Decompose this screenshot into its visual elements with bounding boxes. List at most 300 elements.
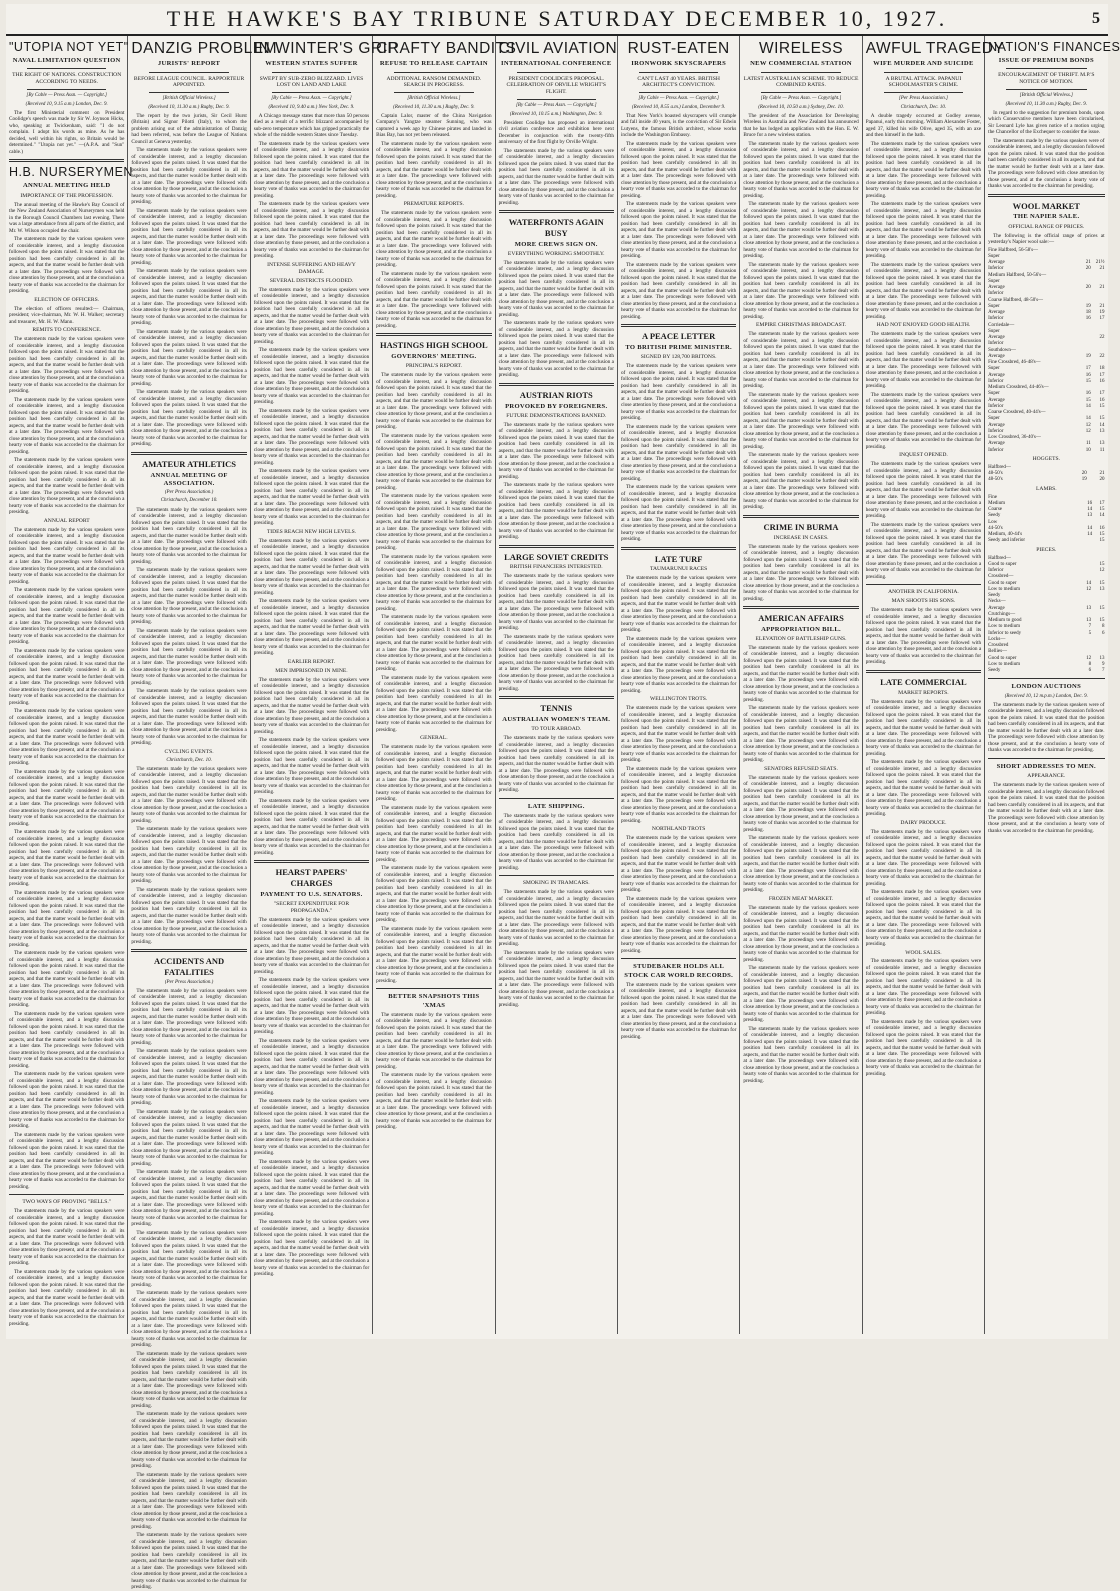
section-subhead: APPEARANCE.: [1027, 773, 1066, 780]
filler-paragraph: The statements made by the various speakers were of considerable interest, and a lengthy discussion followed upon the points raised. It was stated that the position had been carefully considered in all its aspects, and that the matter would be further dealt with at a later date. The proceedings were followed with close attention by those present, and at the conclusion a hearty vote of thanks was accorded to the chairman for presiding.: [253, 737, 370, 796]
price-value: 15: [1099, 538, 1105, 544]
price-value: 13: [1099, 586, 1105, 592]
credit-line: [Per Press Association.]: [898, 96, 948, 102]
grade-label: Super: [988, 366, 1000, 372]
filler-paragraph: The statements made by the various speakers were of considerable interest, and a lengthy discussion followed upon the points raised. It was stated that the position had been carefully considered in all its aspects, and that the matter would be further dealt with at a later date. The proceedings were followed with close attention by those present, and at the conclusion a hearty vote of thanks was accorded to the chairman for presiding.: [498, 573, 614, 632]
price-value: 22: [1099, 335, 1105, 341]
grade-label: Corriedale—: [988, 322, 1015, 328]
grade-label: Low Crossbred, 36-40's—: [988, 435, 1041, 441]
deck: THE RIGHT OF NATIONS. CONSTRUCTION ACCORDING TO NEEDS.: [12, 72, 122, 86]
filler-paragraph: The statements made by the various speakers were of considerable interest, and a lengthy discussion followed upon the points raised. It was stated that the position had been carefully considered in all its aspects, and that the matter would be further dealt with at a later date. The proceedings were followed with close attention by those present, and at the conclusion a hearty vote of thanks was accorded to the chairman for presiding.: [131, 826, 247, 885]
filler-paragraph: The statements made by the various speakers were of considerable interest, and a lengthy discussion followed upon the points raised. It was stated that the position had been carefully considered in all its aspects, and that the matter would be further dealt with at a later date. The proceedings were followed with close attention by those present, and at the conclusion a hearty vote of thanks was accorded to the chairman for presiding.: [9, 768, 125, 827]
grade-label: Average: [988, 422, 1005, 428]
grade-label: Super: [988, 391, 1000, 397]
filler-paragraph: The statements made by the various speakers were of considerable interest, and a lengthy discussion followed upon the points raised. It was stated that the position had been carefully considered in all its aspects, and that the matter would be further dealt with at a later date. The proceedings were followed with close attention by those present, and at the conclusion a hearty vote of thanks was accorded to the chairman for presiding.: [498, 812, 614, 871]
section-headline: CRIME IN BURMA: [763, 521, 839, 532]
filler-paragraph: The statements made by the various speakers were of considerable interest, and a lengthy discussion followed upon the points raised. It was stated that the position had been carefully considered in all its aspects, and that the matter would be further dealt with at a later date. The proceedings were followed with close attention by those present, and at the conclusion a hearty vote of thanks was accorded to the chairman for presiding.: [131, 268, 247, 327]
filler-paragraph: The statements made by the various speakers were of considerable interest, and a lengthy discussion followed upon the points raised. It was stated that the position had been carefully considered in all its aspects, and that the matter would be further dealt with at a later date. The proceedings were followed with close attention by those present, and at the conclusion a hearty vote of thanks was accorded to the chairman for presiding.: [620, 765, 737, 824]
filler-paragraph: The statements made by the various speakers were of considerable interest, and a lengthy discussion followed upon the points raised. It was stated that the position had been carefully considered in all its aspects, and that the matter would be further dealt with at a later date. The proceedings were followed with close attention by those present, and at the conclusion a hearty vote of thanks was accorded to the chairman for presiding.: [376, 210, 492, 269]
price-value: 6: [1102, 630, 1105, 636]
filler-paragraph: The statements made by the various speakers were of considerable interest, and a lengthy discussion followed upon the points raised. It was stated that the position had been carefully considered in all its aspects, and that the matter would be further dealt with at a later date. The proceedings were followed with close attention by those present, and at the conclusion a hearty vote of thanks was accorded to the chairman for presiding.: [253, 407, 370, 466]
filler-paragraph: The statements made by the various speakers were of considerable interest, and a lengthy discussion followed upon the points raised. It was stated that the position had been carefully considered in all its aspects, and that the matter would be further dealt with at a later date. The proceedings were followed with close attention by those present, and at the conclusion a hearty vote of thanks was accorded to the chairman for presiding.: [743, 644, 859, 703]
headline: WIRELESS: [758, 40, 844, 57]
headline: "UTOPIA NOT YET": [9, 40, 129, 54]
dateline: (Received 10, 10.50 a.m.) Sydney, Dec. 10.: [758, 104, 844, 110]
price-value: 9: [1102, 661, 1105, 667]
subheadline: INTERNATIONAL CONFERENCE: [500, 60, 612, 68]
section-deck: IMPORTANCE OF THE PROFESSION.: [20, 192, 114, 199]
headline: AWFUL TRAGEDY: [865, 40, 1005, 57]
section-headline: AMERICAN AFFAIRS: [758, 613, 844, 624]
grade-label: Low to medium: [988, 624, 1021, 630]
column-civil-aviation: [496, 36, 618, 1334]
grade-label: Super: [988, 303, 1000, 309]
filler-paragraph: The statements made by the various speakers were of considerable interest, and a lengthy discussion followed upon the points raised. It was stated that the position had been carefully considered in all its aspects, and that the matter would be further dealt with at a later date. The proceedings were followed with close attention by those present, and at the conclusion a hearty vote of thanks was accorded to the chairman for presiding.: [376, 140, 492, 199]
section-subhead: MAN SHOOTS HIS SONS.: [891, 598, 956, 605]
section-headline: ACCIDENTS AND FATALITIES: [154, 956, 225, 977]
dateline: Christchurch, Dec. 10.: [166, 757, 212, 763]
filler-paragraph: The statements made by the various speakers were of considerable interest, and a lengthy discussion followed upon the points raised. It was stated that the position had been carefully considered in all its aspects, and that the matter would be further dealt with at a later date. The proceedings were followed with close attention by those present, and at the conclusion a hearty vote of thanks was accorded to the chairman for presiding.: [620, 705, 737, 764]
grade-label: Super: [988, 416, 1000, 422]
price-value: 20: [1099, 477, 1105, 483]
grade-label: Necks—: [988, 599, 1006, 605]
price-value: 17: [1099, 500, 1105, 506]
filler-paragraph: The statements made by the various speakers were of considerable interest, and a lengthy discussion followed upon the points raised. It was stated that the position had been carefully considered in all its aspects, and that the matter would be further dealt with at a later date. The proceedings were followed with close attention by those present, and at the conclusion a hearty vote of thanks was accorded to the chairman for presiding.: [743, 965, 859, 1024]
filler-paragraph: The statements made by the various speakers were of considerable interest, and a lengthy discussion followed upon the points raised. It was stated that the position had been carefully considered in all its aspects, and that the matter would be further dealt with at a later date. The proceedings were followed with close attention by those present, and at the conclusion a hearty vote of thanks was accorded to the chairman for presiding.: [865, 521, 982, 580]
filler-paragraph: The statements made by the various speakers were of considerable interest, and a lengthy discussion followed upon the points raised. It was stated that the position had been carefully considered in all its aspects, and that the matter would be further dealt with at a later date. The proceedings were followed with close attention by those present, and at the conclusion a hearty vote of thanks was accorded to the chairman for presiding.: [376, 674, 492, 733]
filler-paragraph: The statements made by the various speakers were of considerable interest, and a lengthy discussion followed upon the points raised. It was stated that the position had been carefully considered in all its aspects, and that the matter would be further dealt with at a later date. The proceedings were followed with close attention by those present, and at the conclusion a hearty vote of thanks was accorded to the chairman for presiding.: [253, 676, 370, 735]
filler-paragraph: The statements made by the various speakers were of considerable interest, and a lengthy discussion followed upon the points raised. It was stated that the position had been carefully considered in all its aspects, and that the matter would be further dealt with at a later date. The proceedings were followed with close attention by those present, and at the conclusion a hearty vote of thanks was accorded to the chairman for presiding.: [376, 925, 492, 984]
hogget-price-table: [988, 465, 1104, 484]
article-text: A double tragedy occurred at Godley avenue, Papanui, early this morning. William Alexander Foster, aged 37, killed his wife Olive, aged 35, with an axe and then himself in the bath.: [865, 112, 982, 139]
section-deck: "SECRET EXPENDITURE FOR PROPAGANDA.": [273, 900, 350, 914]
price-value: 19: [1085, 353, 1091, 359]
section-subhead: HAD NOT ENJOYED GOOD HEALTH.: [876, 322, 971, 329]
filler-paragraph: The statements made by the various speakers were of considerable interest, and a lengthy discussion followed upon the points raised. It was stated that the position had been carefully considered in all its aspects, and that the matter would be further dealt with at a later date. The proceedings were followed with close attention by those present, and at the conclusion a hearty vote of thanks was accorded to the chairman for presiding.: [9, 1268, 125, 1327]
article-text: The election of officers resulted:— Chairman, president; vice-chairman, Mr. W. H. Walker; secretary and treasurer, Mr. H. W. Mann.: [9, 305, 125, 325]
grade-label: Inferior to seedy: [988, 630, 1022, 636]
filler-paragraph: The statements made by the various speakers were of considerable interest, and a lengthy discussion followed upon the points raised. It was stated that the position had been carefully considered in all its aspects, and that the matter would be further dealt with at a later date. The proceedings were followed with close attention by those present, and at the conclusion a hearty vote of thanks was accorded to the chairman for presiding.: [498, 633, 614, 692]
filler-paragraph: The statements made by the various speakers were of considerable interest, and a lengthy discussion followed upon the points raised. It was stated that the position had been carefully considered in all its aspects, and that the matter would be further dealt with at a later date. The proceedings were followed with close attention by those present, and at the conclusion a hearty vote of thanks was accorded to the chairman for presiding.: [131, 1411, 247, 1470]
price-value: 16: [1099, 378, 1105, 384]
price-value: 7: [1102, 668, 1105, 674]
section-headline: WOOL MARKET: [1012, 200, 1080, 211]
grade-label: Coarse Crossbred, 40-44's—: [988, 410, 1046, 416]
dateline: Christchurch, December 10.: [160, 498, 218, 504]
filler-paragraph: The statements made by the various speakers were of considerable interest, and a lengthy discussion followed upon the points raised. It was stated that the position had been carefully considered in all its aspects, and that the matter would be further dealt with at a later date. The proceedings were followed with close attention by those present, and at the conclusion a hearty vote of thanks was accorded to the chairman for presiding.: [9, 457, 125, 516]
filler-paragraph: The statements made by the various speakers were of considerable interest, and a lengthy discussion followed upon the points raised. It was stated that the position had been carefully considered in all its aspects, and that the matter would be further dealt with at a later date. The proceedings were followed with close attention by those present, and at the conclusion a hearty vote of thanks was accorded to the chairman for presiding.: [131, 1108, 247, 1167]
filler-paragraph: The statements made by the various speakers were of considerable interest, and a lengthy discussion followed upon the points raised. It was stated that the position had been carefully considered in all its aspects, and that the matter would be further dealt with at a later date. The proceedings were followed with close attention by those present, and at the conclusion a hearty vote of thanks was accorded to the chairman for presiding.: [253, 1158, 370, 1217]
price-value: 10: [1085, 447, 1091, 453]
article-text: The following is the official range of prices at yesterday's Napier wool sale:—: [988, 232, 1105, 246]
section-headline: LARGE SOVIET CREDITS: [504, 551, 609, 562]
section-subhead: SMOKING IN TRAMCARS.: [522, 880, 590, 887]
price-value: 13: [1087, 513, 1093, 519]
dateline: (Received 10, 9.40 a.m.) New York, Dec. 9.: [268, 104, 355, 110]
grade-label: Good to super: [988, 580, 1017, 586]
price-value: 11: [1085, 441, 1091, 447]
filler-paragraph: The statements made by the various speakers were of considerable interest, and a lengthy discussion followed upon the points raised. It was stated that the position had been carefully considered in all its aspects, and that the matter would be further dealt with at a later date. The proceedings were followed with close attention by those present, and at the conclusion a hearty vote of thanks was accorded to the chairman for presiding.: [865, 391, 982, 450]
filler-paragraph: The statements made by the various speakers were of considerable interest, and a lengthy discussion followed upon the points raised. It was stated that the position had been carefully considered in all its aspects, and that the matter would be further dealt with at a later date. The proceedings were followed with close attention by those present, and at the conclusion a hearty vote of thanks was accorded to the chairman for presiding.: [376, 744, 492, 803]
filler-paragraph: The statements made by the various speakers were of considerable interest, and a lengthy discussion followed upon the points raised. It was stated that the position had been carefully considered in all its aspects, and that the matter would be further dealt with at a later date. The proceedings were followed with close attention by those present, and at the conclusion a hearty vote of thanks was accorded to the chairman for presiding.: [9, 708, 125, 767]
filler-paragraph: The statements made by the various speakers were of considerable interest, and a lengthy discussion followed upon the points raised. It was stated that the position had been carefully considered in all its aspects, and that the matter would be further dealt with at a later date. The proceedings were followed with close attention by those present, and at the conclusion a hearty vote of thanks was accorded to the chairman for presiding.: [988, 782, 1105, 834]
page-number: 5: [1091, 10, 1100, 27]
dateline: (Received 10, 12 m.p.m.) London, Dec. 9.: [1004, 693, 1088, 699]
grade-label: Coarse Halfbred, 48-50's—: [988, 297, 1044, 303]
deck: ADDITIONAL RANSOM DEMANDED. SEARCH IN PROGRESS.: [386, 75, 482, 89]
section-subhead: PAYMENT TO U.S. SENATORS.: [260, 890, 363, 898]
filler-paragraph: The statements made by the various speakers were of considerable interest, and a lengthy discussion followed upon the points raised. It was stated that the position had been carefully considered in all its aspects, and that the matter would be further dealt with at a later date. The proceedings were followed with close attention by those present, and at the conclusion a hearty vote of thanks was accorded to the chairman for presiding.: [131, 1048, 247, 1107]
price-value: 14: [1087, 507, 1093, 513]
section-subhead: DAIRY PRODUCE.: [900, 819, 947, 826]
section-subhead: INCREASE IN CASES.: [773, 534, 829, 541]
filler-paragraph: The statements made by the various speakers were of considerable interest, and a lengthy discussion followed upon the points raised. It was stated that the position had been carefully considered in all its aspects, and that the matter would be further dealt with at a later date. The proceedings were followed with close attention by those present, and at the conclusion a hearty vote of thanks was accorded to the chairman for presiding.: [376, 372, 492, 431]
price-value: 8: [1102, 624, 1105, 630]
price-value: 19: [1099, 310, 1105, 316]
filler-paragraph: The statements made by the various speakers were of considerable interest, and a lengthy discussion followed upon the points raised. It was stated that the position had been carefully considered in all its aspects, and that the matter would be further dealt with at a later date. The proceedings were followed with close attention by those present, and at the conclusion a hearty vote of thanks was accorded to the chairman for presiding.: [9, 889, 125, 948]
filler-paragraph: The statements made by the various speakers were of considerable interest, and a lengthy discussion followed upon the points raised. It was stated that the position had been carefully considered in all its aspects, and that the matter would be further dealt with at a later date. The proceedings were followed with close attention by those present, and at the conclusion a hearty vote of thanks was accorded to the chairman for presiding.: [865, 140, 982, 199]
section-subhead: SHORT ADDRESSES TO MEN.: [996, 762, 1097, 770]
filler-paragraph: The statements made by the various speakers were of considerable interest, and a lengthy discussion followed upon the points raised. It was stated that the position had been carefully considered in all its aspects, and that the matter would be further dealt with at a later date. The proceedings were followed with close attention by those present, and at the conclusion a hearty vote of thanks was accorded to the chairman for presiding.: [376, 865, 492, 924]
section-subhead: PROVOKED BY FOREIGNERS.: [505, 402, 608, 410]
deck: LATEST AUSTRALIAN SCHEME. TO REDUCE COMBINED RATES.: [743, 75, 859, 89]
filler-paragraph: The statements made by the various speakers were of considerable interest, and a lengthy discussion followed upon the points raised. It was stated that the position had been carefully considered in all its aspects, and that the matter would be further dealt with at a later date. The proceedings were followed with close attention by those present, and at the conclusion a hearty vote of thanks was accorded to the chairman for presiding.: [376, 493, 492, 552]
section-subhead: ANOTHER IN CALIFORNIA.: [888, 589, 959, 596]
column-crafty-bandits: [373, 36, 517, 1334]
section-subhead: STUDEBAKER HOLDS ALL STOCK CAR WORLD RECORDS.: [624, 963, 734, 979]
credit-line: [By Cable — Press Assn. — Copyright.]: [515, 103, 597, 109]
subheadline: NAVAL LIMITATION QUESTION: [12, 57, 121, 65]
filler-paragraph: The statements made by the various speakers were of considerable interest, and a lengthy discussion followed upon the points raised. It was stated that the position had been carefully considered in all its aspects, and that the matter would be further dealt with at a later date. The proceedings were followed with close attention by those present, and at the conclusion a hearty vote of thanks was accorded to the chairman for presiding.: [131, 1532, 247, 1591]
section-headline: LATE COMMERCIAL: [880, 676, 967, 687]
section-subhead: TWO WAYS OF PROVING "BELLS.": [22, 1199, 112, 1206]
grade-label: Average: [988, 372, 1005, 378]
filler-paragraph: The statements made by the various speakers were of considerable interest, and a lengthy discussion followed upon the points raised. It was stated that the position had been carefully considered in all its aspects, and that the matter would be further dealt with at a later date. The proceedings were followed with close attention by those present, and at the conclusion a hearty vote of thanks was accorded to the chairman for presiding.: [253, 1037, 370, 1096]
deck: SWEPT BY SUB-ZERO BLIZZARD. LIVES LOST ON LAND AND LAKE: [259, 75, 364, 89]
filler-paragraph: The statements made by the various speakers were of considerable interest, and a lengthy discussion followed upon the points raised. It was stated that the position had been carefully considered in all its aspects, and that the matter would be further dealt with at a later date. The proceedings were followed with close attention by those present, and at the conclusion a hearty vote of thanks was accorded to the chairman for presiding.: [620, 201, 737, 260]
dateline: (Received 10, 11.30 a.m.) Rugby, Dec. 9.: [393, 104, 475, 110]
filler-paragraph: The statements made by the various speakers were of considerable interest, and a lengthy discussion followed upon the points raised. It was stated that the position had been carefully considered in all its aspects, and that the matter would be further dealt with at a later date. The proceedings were followed with close attention by those present, and at the conclusion a hearty vote of thanks was accorded to the chairman for presiding.: [376, 553, 492, 612]
section-subhead: MARKET REPORTS.: [898, 689, 949, 696]
price-value: 16: [1087, 500, 1093, 506]
filler-paragraph: The statements made by the various speakers were of considerable interest, and a lengthy discussion followed upon the points raised. It was stated that the position had been carefully considered in all its aspects, and that the matter would be further dealt with at a later date. The proceedings were followed with close attention by those present, and at the conclusion a hearty vote of thanks was accorded to the chairman for presiding.: [498, 259, 614, 318]
article-text: The first Ministerial comment on President Coolidge's speech was made by Sir W. Joynson Hicks, who, speaking at Twickenham, said: "I do not complain. I adopt his words as mine. As he has decided, well within his rights, so Britain would be determined." "Utopia not yet." —(A.P.A. and "Sun" cable.): [9, 109, 125, 155]
price-value: 6: [1088, 668, 1092, 674]
filler-paragraph: The statements made by the various speakers were of considerable interest, and a lengthy discussion followed upon the points raised. It was stated that the position had been carefully considered in all its aspects, and that the matter would be further dealt with at a later date. The proceedings were followed with close attention by those present, and at the conclusion a hearty vote of thanks was accorded to the chairman for presiding.: [743, 904, 859, 963]
price-value: 5: [1088, 630, 1092, 636]
filler-paragraph: The statements made by the various speakers were of considerable interest, and a lengthy discussion followed upon the points raised. It was stated that the position had been carefully considered in all its aspects, and that the matter would be further dealt with at a later date. The proceedings were followed with close attention by those present, and at the conclusion a hearty vote of thanks was accorded to the chairman for presiding.: [253, 286, 370, 345]
masthead: [6, 4, 1108, 36]
subheadline: REFUSE TO RELEASE CAPTAIN: [379, 60, 488, 68]
filler-paragraph: The statements made by the various speakers were of considerable interest, and a lengthy discussion followed upon the points raised. It was stated that the position had been carefully considered in all its aspects, and that the matter would be further dealt with at a later date. The proceedings were followed with close attention by those present, and at the conclusion a hearty vote of thanks was accorded to the chairman for presiding.: [743, 261, 859, 320]
section-subhead: NORTHLAND TROTS: [651, 826, 706, 833]
price-value: 15: [1099, 416, 1105, 422]
grade-label: Crossbred—: [988, 574, 1014, 580]
filler-paragraph: The statements made by the various speakers were of considerable interest, and a lengthy discussion followed upon the points raised. It was stated that the position had been carefully considered in all its aspects, and that the matter would be further dealt with at a later date. The proceedings were followed with close attention by those present, and at the conclusion a hearty vote of thanks was accorded to the chairman for presiding.: [253, 797, 370, 856]
filler-paragraph: The statements made by the various speakers were of considerable interest, and a lengthy discussion followed upon the points raised. It was stated that the position had been carefully considered in all its aspects, and that the matter would be further dealt with at a later date. The proceedings were followed with close attention by those present, and at the conclusion a hearty vote of thanks was accorded to the chairman for presiding.: [131, 567, 247, 626]
price-value: 15: [1085, 378, 1091, 384]
headline: RUST-EATEN: [627, 40, 730, 57]
section-deck: ELEVATION OF BATTLESHIP GUNS.: [755, 635, 847, 642]
grade-label: Medium to good: [988, 618, 1022, 624]
price-value: 15: [1099, 605, 1105, 611]
price-value: 15: [1099, 532, 1105, 538]
price-value: 20: [1085, 266, 1091, 272]
grade-label: Locks—: [988, 636, 1006, 642]
subheadline: IRONWORK SKYSCRAPERS: [631, 60, 727, 68]
section-subhead: ANNUAL MEETING OF ASSOCIATION.: [150, 471, 228, 487]
price-value: 12: [1086, 655, 1092, 661]
grade-label: Fine Halfbred, 56-58's—: [988, 247, 1039, 253]
credit-line: [By Cable — Press Assn. — Copyright.]: [26, 93, 107, 99]
filler-paragraph: The statements made by the various speakers were of considerable interest, and a lengthy discussion followed upon the points raised. It was stated that the position had been carefully considered in all its aspects, and that the matter would be further dealt with at a later date. The proceedings were followed with close attention by those present, and at the conclusion a hearty vote of thanks was accorded to the chairman for presiding.: [131, 147, 247, 206]
grade-label: Coarse: [988, 507, 1003, 513]
deck: BEFORE LEAGUE COUNCIL. RAPPORTEUR APPOINTED.: [133, 75, 245, 89]
section-deck: FUTURE DEMONSTRATIONS BANNED.: [506, 412, 607, 419]
filler-paragraph: The statements made by the various speakers were of considerable interest, and a lengthy discussion followed upon the points raised. It was stated that the position had been carefully considered in all its aspects, and that the matter would be further dealt with at a later date. The proceedings were followed with close attention by those present, and at the conclusion a hearty vote of thanks was accorded to the chairman for presiding.: [9, 1071, 125, 1130]
filler-paragraph: The statements made by the various speakers were of considerable interest, and a lengthy discussion followed upon the points raised. It was stated that the position had been carefully considered in all its aspects, and that the matter would be further dealt with at a later date. The proceedings were followed with close attention by those present, and at the conclusion a hearty vote of thanks was accorded to the chairman for presiding.: [376, 270, 492, 329]
section-subhead: MORE CREWS SIGN ON.: [514, 240, 598, 248]
price-value: 14: [1085, 416, 1091, 422]
filler-paragraph: The statements made by the various speakers were of considerable interest, and a lengthy discussion followed upon the points raised. It was stated that the position had been carefully considered in all its aspects, and that the matter would be further dealt with at a later date. The proceedings were followed with close attention by those present, and at the conclusion a hearty vote of thanks was accorded to the chairman for presiding.: [743, 1025, 859, 1084]
dateline: (Received 10, 9.15 a.m.) London, Dec. 9.: [25, 101, 108, 107]
filler-paragraph: The statements made by the various speakers were of considerable interest, and a lengthy discussion followed upon the points raised. It was stated that the position had been carefully considered in all its aspects, and that the matter would be further dealt with at a later date. The proceedings were followed with close attention by those present, and at the conclusion a hearty vote of thanks was accorded to the chairman for presiding.: [865, 958, 982, 1017]
grade-label: Seedy: [988, 513, 1001, 519]
section-subhead: APPROPRIATION BILL.: [761, 625, 842, 633]
filler-paragraph: The statements made by the various speakers were of considerable interest, and a lengthy discussion followed upon the points raised. It was stated that the position had been carefully considered in all its aspects, and that the matter would be further dealt with at a later date. The proceedings were followed with close attention by those present, and at the conclusion a hearty vote of thanks was accorded to the chairman for presiding.: [253, 977, 370, 1036]
section-headline: H.B. NURSERYMEN: [9, 165, 133, 180]
grade-label: Inferior: [988, 403, 1004, 409]
subheadline: NEW COMMERCIAL STATION: [750, 60, 852, 68]
headline: NATION'S FINANCES: [988, 40, 1120, 54]
section-headline: A PEACE LETTER: [642, 331, 716, 342]
section-headline: HEARST PAPERS' CHARGES: [275, 867, 348, 888]
filler-paragraph: The statements made by the various speakers were of considerable interest, and a lengthy discussion followed upon the points raised. It was stated that the position had been carefully considered in all its aspects, and that the matter would be further dealt with at a later date. The proceedings were followed with close attention by those present, and at the conclusion a hearty vote of thanks was accorded to the chairman for presiding.: [620, 981, 737, 1040]
section-subhead: PIECES.: [1036, 546, 1057, 553]
filler-paragraph: The statements made by the various speakers were of considerable interest, and a lengthy discussion followed upon the points raised. It was stated that the position had been carefully considered in all its aspects, and that the matter would be further dealt with at a later date. The proceedings were followed with close attention by those present, and at the conclusion a hearty vote of thanks was accorded to the chairman for presiding.: [620, 895, 737, 954]
price-value: 12: [1085, 428, 1091, 434]
deck: A BRUTAL ATTACK. PAPANUI SCHOOLMASTER'S CRIME.: [885, 75, 962, 89]
subheadline: WIFE MURDER AND SUICIDE: [873, 60, 974, 68]
filler-paragraph: The statements made by the various speakers were of considerable interest, and a lengthy discussion followed upon the points raised. It was stated that the position had been carefully considered in all its aspects, and that the matter would be further dealt with at a later date. The proceedings were followed with close attention by those present, and at the conclusion a hearty vote of thanks was accorded to the chairman for presiding.: [131, 506, 247, 565]
section-subhead: ANNUAL REPORT: [43, 517, 90, 524]
section-headline: LATE TURF: [654, 553, 703, 564]
filler-paragraph: The statements made by the various speakers were of considerable interest, and a lengthy discussion followed upon the points raised. It was stated that the position had been carefully considered in all its aspects, and that the matter would be further dealt with at a later date. The proceedings were followed with close attention by those present, and at the conclusion a hearty vote of thanks was accorded to the chairman for presiding.: [253, 598, 370, 657]
price-value: 14: [1087, 532, 1093, 538]
filler-paragraph: The statements made by the various speakers were of considerable interest, and a lengthy discussion followed upon the points raised. It was stated that the position had been carefully considered in all its aspects, and that the matter would be further dealt with at a later date. The proceedings were followed with close attention by those present, and at the conclusion a hearty vote of thanks was accorded to the chairman for presiding.: [620, 635, 737, 694]
filler-paragraph: The statements made by the various speakers were of considerable interest, and a lengthy discussion followed upon the points raised. It was stated that the position had been carefully considered in all its aspects, and that the matter would be further dealt with at a later date. The proceedings were followed with close attention by those present, and at the conclusion a hearty vote of thanks was accorded to the chairman for presiding.: [620, 575, 737, 634]
filler-paragraph: The statements made by the various speakers were of considerable interest, and a lengthy discussion followed upon the points raised. It was stated that the position had been carefully considered in all its aspects, and that the matter would be further dealt with at a later date. The proceedings were followed with close attention by those present, and at the conclusion a hearty vote of thanks was accorded to the chairman for presiding.: [131, 1169, 247, 1228]
filler-paragraph: The statements made by the various speakers were of considerable interest, and a lengthy discussion followed upon the points raised. It was stated that the position had been carefully considered in all its aspects, and that the matter would be further dealt with at a later date. The proceedings were followed with close attention by those present, and at the conclusion a hearty vote of thanks was accorded to the chairman for presiding.: [253, 1219, 370, 1278]
filler-paragraph: The statements made by the various speakers were of considerable interest, and a lengthy discussion followed upon the points raised. It was stated that the position had been carefully considered in all its aspects, and that the matter would be further dealt with at a later date. The proceedings were followed with close attention by those present, and at the conclusion a hearty vote of thanks was accorded to the chairman for presiding.: [9, 336, 125, 395]
filler-paragraph: The statements made by the various speakers were of considerable interest, and a lengthy discussion followed upon the points raised. It was stated that the position had been carefully considered in all its aspects, and that the matter would be further dealt with at a later date. The proceedings were followed with close attention by those present, and at the conclusion a hearty vote of thanks was accorded to the chairman for presiding.: [9, 526, 125, 585]
price-value: 17: [1099, 316, 1105, 322]
wool-price-table: [988, 248, 1104, 454]
grade-label: 48-50's: [988, 471, 1003, 477]
credit-line: [By Cable — Press Assn. — Copyright.]: [638, 96, 719, 102]
grade-label: Good to super: [988, 655, 1017, 661]
article-text: That New York's boasted skyscrapers will crumple and fall inside 40 years, is the conviction of Sir Edwin Lutyens, the famous British architect, whose works include the Washington Embassy.: [620, 112, 737, 139]
filler-paragraph: The statements made by the various speakers were of considerable interest, and a lengthy discussion followed upon the points raised. It was stated that the position had been carefully considered in all its aspects, and that the matter would be further dealt with at a later date. The proceedings were followed with close attention by those present, and at the conclusion a hearty vote of thanks was accorded to the chairman for presiding.: [253, 537, 370, 596]
section-subhead: WOOL SALES.: [905, 949, 942, 956]
price-value: 14: [1099, 513, 1105, 519]
section-subhead: BETTER SNAPSHOTS THIS 'XMAS: [388, 993, 480, 1009]
section-subhead: ELECTION OF OFFICERS.: [34, 296, 100, 303]
section-subhead: GOVERNORS' MEETING.: [391, 353, 477, 361]
grade-label: Halfbred—: [988, 555, 1011, 561]
filler-paragraph: The statements made by the various speakers were of considerable interest, and a lengthy discussion followed upon the points raised. It was stated that the position had been carefully considered in all its aspects, and that the matter would be further dealt with at a later date. The proceedings were followed with close attention by those present, and at the conclusion a hearty vote of thanks was accorded to the chairman for presiding.: [743, 201, 859, 260]
section-deck: OFFICIAL RANGE OF PRICES.: [1008, 223, 1085, 230]
filler-paragraph: The statements made by the various speakers were of considerable interest, and a lengthy discussion followed upon the points raised. It was stated that the position had been carefully considered in all its aspects, and that the matter would be further dealt with at a later date. The proceedings were followed with close attention by those present, and at the conclusion a hearty vote of thanks was accorded to the chairman for presiding.: [376, 1011, 492, 1070]
grade-label: Average: [988, 335, 1005, 341]
grade-label: Inferior: [988, 428, 1004, 434]
price-value: 16: [1085, 391, 1091, 397]
section-headline: HASTINGS HIGH SCHOOL: [380, 340, 488, 351]
grade-label: Crutchings—: [988, 611, 1016, 617]
article-text: Captain Lalor, master of the China Navigation Company's Yangtze steamer Sunning, who was captured a week ago by Chinese pirates and landed in Bias Bay, has not yet been released.: [376, 112, 492, 139]
filler-paragraph: The statements made by the various speakers were of considerable interest, and a lengthy discussion followed upon the points raised. It was stated that the position had been carefully considered in all its aspects, and that the matter would be further dealt with at a later date. The proceedings were followed with close attention by those present, and at the conclusion a hearty vote of thanks was accorded to the chairman for presiding.: [498, 482, 614, 541]
headline: DANZIG PROBLEM: [131, 40, 278, 57]
price-row: [988, 448, 1104, 454]
section-subhead: GENERAL.: [420, 735, 448, 742]
grade-label: Inferior: [988, 266, 1004, 272]
subheadline: WESTERN STATES SUFFER: [265, 60, 358, 68]
headline: CIVIL AVIATION: [498, 40, 618, 57]
price-value: 7: [1088, 624, 1092, 630]
grade-label: Inferior: [988, 447, 1004, 453]
filler-paragraph: The statements made by the various speakers were of considerable interest, and a lengthy discussion followed upon the points raised. It was stated that the position had been carefully considered in all its aspects, and that the matter would be further dealt with at a later date. The proceedings were followed with close attention by those present, and at the conclusion a hearty vote of thanks was accorded to the chairman for presiding.: [743, 774, 859, 833]
subheadline: JURISTS' REPORT: [157, 60, 221, 68]
price-value: 15: [1099, 618, 1105, 624]
filler-paragraph: The statements made by the various speakers were of considerable interest, and a lengthy discussion followed upon the points raised. It was stated that the position had been carefully considered in all its aspects, and that the matter would be further dealt with at a later date. The proceedings were followed with close attention by those present, and at the conclusion a hearty vote of thanks was accorded to the chairman for presiding.: [9, 396, 125, 455]
filler-paragraph: The statements made by the various speakers were of considerable interest, and a lengthy discussion followed upon the points raised. It was stated that the position had been carefully considered in all its aspects, and that the matter would be further dealt with at a later date. The proceedings were followed with close attention by those present, and at the conclusion a hearty vote of thanks was accorded to the chairman for presiding.: [131, 765, 247, 824]
section-subhead: INQUEST OPENED.: [899, 452, 948, 459]
price-value: 17: [1099, 391, 1105, 397]
filler-paragraph: The statements made by the various speakers were of considerable interest, and a lengthy discussion followed upon the points raised. It was stated that the position had been carefully considered in all its aspects, and that the matter would be further dealt with at a later date. The proceedings were followed with close attention by those present, and at the conclusion a hearty vote of thanks was accorded to the chairman for presiding.: [498, 147, 614, 206]
grade-label: Average: [988, 285, 1005, 291]
section-subhead: REMITS TO CONFERENCE.: [32, 327, 102, 334]
filler-paragraph: The statements made by the various speakers were of considerable interest, and a lengthy discussion followed upon the points raised. It was stated that the position had been carefully considered in all its aspects, and that the matter would be further dealt with at a later date. The proceedings were followed with close attention by those present, and at the conclusion a hearty vote of thanks was accorded to the chairman for presiding.: [131, 688, 247, 747]
credit-line: [British Official Wireless.]: [1019, 93, 1073, 99]
price-value: 16: [1099, 397, 1105, 403]
price-value: 14: [1087, 525, 1093, 531]
grade-label: Seedy: [988, 668, 1001, 674]
price-value: 17: [1085, 366, 1091, 372]
credit-line: (Per Press Association.): [164, 490, 214, 496]
filler-paragraph: The statements made by the various speakers were of considerable interest, and a lengthy discussion followed upon the points raised. It was stated that the position had been carefully considered in all its aspects, and that the matter would be further dealt with at a later date. The proceedings were followed with close attention by those present, and at the conclusion a hearty vote of thanks was accorded to the chairman for presiding.: [131, 627, 247, 686]
filler-paragraph: The statements made by the various speakers were of considerable interest, and a lengthy discussion followed upon the points raised. It was stated that the position had been carefully considered in all its aspects, and that the matter would be further dealt with at a later date. The proceedings were followed with close attention by those present, and at the conclusion a hearty vote of thanks was accorded to the chairman for presiding.: [253, 140, 370, 199]
section-subhead: AUSTRALIAN WOMEN'S TEAM.: [502, 716, 611, 723]
article-text: The report by the two jurists, Sir Cecil Hurst (Britain) and Signor Pilotti (Italy), to whom the problem arising out of the administration of Danzig had been referred, was before the League of Nations Council at Geneva yesterday.: [131, 112, 247, 145]
section-subhead: LONDON AUCTIONS: [1011, 683, 1082, 691]
filler-paragraph: The statements made by the various speakers were of considerable interest, and a lengthy discussion followed upon the points raised. It was stated that the position had been carefully considered in all its aspects, and that the matter would be further dealt with at a later date. The proceedings were followed with close attention by those present, and at the conclusion a hearty vote of thanks was accorded to the chairman for presiding.: [743, 140, 859, 199]
newspaper-title: THE HAWKE'S BAY TRIBUNE SATURDAY DECEMBER 10, 1927.: [166, 6, 948, 31]
filler-paragraph: The statements made by the various speakers were of considerable interest, and a lengthy discussion followed upon the points raised. It was stated that the position had been carefully considered in all its aspects, and that the matter would be further dealt with at a later date. The proceedings were followed with close attention by those present, and at the conclusion a hearty vote of thanks was accorded to the chairman for presiding.: [498, 889, 614, 948]
filler-paragraph: The statements made by the various speakers were of considerable interest, and a lengthy discussion followed upon the points raised. It was stated that the position had been carefully considered in all its aspects, and that the matter would be further dealt with at a later date. The proceedings were followed with close attention by those present, and at the conclusion a hearty vote of thanks was accorded to the chairman for presiding.: [376, 804, 492, 863]
price-value: 21½: [1095, 260, 1105, 266]
price-value: 21: [1099, 285, 1105, 291]
grade-label: Average: [988, 353, 1005, 359]
section-deck: PRINCIPAL'S REPORT.: [405, 363, 462, 370]
grade-label: Fine: [988, 494, 998, 500]
filler-paragraph: The statements made by the various speakers were of considerable interest, and a lengthy discussion followed upon the points raised. It was stated that the position had been carefully considered in all its aspects, and that the matter would be further dealt with at a later date. The proceedings were followed with close attention by those present, and at the conclusion a hearty vote of thanks was accorded to the chairman for presiding.: [9, 950, 125, 1009]
grade-label: Medium, 40-44's: [988, 532, 1023, 538]
grade-label: Seedy: [988, 593, 1001, 599]
filler-paragraph: The statements made by the various speakers were of considerable interest, and a lengthy discussion followed upon the points raised. It was stated that the position had been carefully considered in all its aspects, and that the matter would be further dealt with at a later date. The proceedings were followed with close attention by those present, and at the conclusion a hearty vote of thanks was accorded to the chairman for presiding.: [131, 1350, 247, 1409]
price-value: 20: [1081, 471, 1087, 477]
column-winters-grip: [251, 36, 399, 1334]
price-value: 13: [1099, 655, 1105, 661]
filler-paragraph: The statements made by the various speakers were of considerable interest, and a lengthy discussion followed upon the points raised. It was stated that the position had been carefully considered in all its aspects, and that the matter would be further dealt with at a later date. The proceedings were followed with close attention by those present, and at the conclusion a hearty vote of thanks was accorded to the chairman for presiding.: [620, 423, 737, 482]
price-value: 21: [1099, 303, 1105, 309]
section-subhead: LAMBS.: [1035, 485, 1057, 492]
price-value: 15: [1099, 580, 1105, 586]
filler-paragraph: The statements made by the various speakers were of considerable interest, and a lengthy discussion followed upon the points raised. It was stated that the position had been carefully considered in all its aspects, and that the matter would be further dealt with at a later date. The proceedings were followed with close attention by those present, and at the conclusion a hearty vote of thanks was accorded to the chairman for presiding.: [253, 1098, 370, 1157]
section-subhead: TIDES REACH NEW HIGH LEVELS.: [266, 528, 357, 535]
grade-label: Inferior: [988, 316, 1004, 322]
price-value: 15: [1085, 397, 1091, 403]
price-value: 13: [1099, 428, 1105, 434]
grade-label: Super: [988, 278, 1000, 284]
grade-label: Medium Halfbred, 50-56's—: [988, 272, 1047, 278]
lamb-price-table: [988, 495, 1104, 545]
grade-label: Super: [988, 253, 1000, 259]
filler-paragraph: The statements made by the various speakers were of considerable interest, and a lengthy discussion followed upon the points raised. It was stated that the position had been carefully considered in all its aspects, and that the matter would be further dealt with at a later date. The proceedings were followed with close attention by those present, and at the conclusion a hearty vote of thanks was accorded to the chairman for presiding.: [9, 647, 125, 706]
price-value: 15: [1099, 561, 1105, 567]
filler-paragraph: The statements made by the various speakers were of considerable interest, and a lengthy discussion followed upon the points raised. It was stated that the position had been carefully considered in all its aspects, and that the matter would be further dealt with at a later date. The proceedings were followed with close attention by those present, and at the conclusion a hearty vote of thanks was accorded to the chairman for presiding.: [620, 363, 737, 422]
filler-paragraph: The statements made by the various speakers were of considerable interest, and a lengthy discussion followed upon the points raised. It was stated that the position had been carefully considered in all its aspects, and that the matter would be further dealt with at a later date. The proceedings were followed with close attention by those present, and at the conclusion a hearty vote of thanks was accorded to the chairman for presiding.: [9, 1208, 125, 1267]
section-subhead: SEVERAL DISTRICTS FLOODED.: [269, 277, 354, 284]
grade-label: Inferior: [988, 568, 1004, 574]
grade-label: Average: [988, 260, 1005, 266]
section-subhead: CYCLING EVENTS.: [164, 748, 214, 755]
filler-paragraph: The statements made by the various speakers were of considerable interest, and a lengthy discussion followed upon the points raised. It was stated that the position had been carefully considered in all its aspects, and that the matter would be further dealt with at a later date. The proceedings were followed with close attention by those present, and at the conclusion a hearty vote of thanks was accorded to the chairman for presiding.: [131, 987, 247, 1046]
filler-paragraph: The statements made by the various speakers were of considerable interest, and a lengthy discussion followed upon the points raised. It was stated that the position had been carefully considered in all its aspects, and that the matter would be further dealt with at a later date. The proceedings were followed with close attention by those present, and at the conclusion a hearty vote of thanks was accorded to the chairman for presiding.: [131, 207, 247, 266]
price-value: 17: [1099, 372, 1105, 378]
grade-label: Low: [988, 519, 998, 525]
section-headline: TENNIS: [540, 703, 573, 714]
filler-paragraph: The statements made by the various speakers were of considerable interest, and a lengthy discussion followed upon the points raised. It was stated that the position had been carefully considered in all its aspects, and that the matter would be further dealt with at a later date. The proceedings were followed with close attention by those present, and at the conclusion a hearty vote of thanks was accorded to the chairman for presiding.: [131, 1229, 247, 1288]
article-text: A Chicago message states that more than 50 persons died as a result of a terrific blizzard accompanied by sub-zero temperature which has gripped practically the whole of the middle western States since Tuesday.: [253, 112, 370, 139]
filler-paragraph: The statements made by the various speakers were of considerable interest, and a lengthy discussion followed upon the points raised. It was stated that the position had been carefully considered in all its aspects, and that the matter would be further dealt with at a later date. The proceedings were followed with close attention by those present, and at the conclusion a hearty vote of thanks was accorded to the chairman for presiding.: [498, 735, 614, 794]
grade-label: Halfbred—: [988, 464, 1011, 470]
credit-line: [British Official Wireless.]: [407, 96, 461, 102]
filler-paragraph: The statements made by the various speakers were of considerable interest, and a lengthy discussion followed upon the points raised. It was stated that the position had been carefully considered in all its aspects, and that the matter would be further dealt with at a later date. The proceedings were followed with close attention by those present, and at the conclusion a hearty vote of thanks was accorded to the chairman for presiding.: [376, 614, 492, 673]
price-value: 20: [1085, 285, 1091, 291]
grade-label: Average: [988, 397, 1005, 403]
grade-label: Crossbred: [988, 643, 1009, 649]
grade-label: Inferior: [988, 378, 1004, 384]
price-value: 14: [1085, 403, 1091, 409]
section-subhead: TAUMARUNUI RACES: [650, 566, 708, 573]
filler-paragraph: The statements made by the various speakers were of considerable interest, and a lengthy discussion followed upon the points raised. It was stated that the position had been carefully considered in all its aspects, and that the matter would be further dealt with at a later date. The proceedings were followed with close attention by those present, and at the conclusion a hearty vote of thanks was accorded to the chairman for presiding.: [498, 949, 614, 1008]
section-subhead: FROZEN MEAT MARKET.: [768, 895, 834, 902]
filler-paragraph: The statements made by the various speakers were of considerable interest, and a lengthy discussion followed upon the points raised. It was stated that the position had been carefully considered in all its aspects, and that the matter would be further dealt with at a later date. The proceedings were followed with close attention by those present, and at the conclusion a hearty vote of thanks was accorded to the chairman for presiding.: [865, 607, 982, 666]
dateline: (Received 10, 11.30 a.m.) Rugby, Dec. 9.: [1005, 101, 1088, 107]
article-text: The president of the Association for Developing Wireless in Australia and New Zealand has announced that he has lodged an application with the Hon. E. W. Bruce for a new wireless station.: [743, 112, 859, 139]
price-value: 15: [1099, 507, 1105, 513]
grade-label: Fine Crossbred, 46-48's—: [988, 360, 1041, 366]
column-danzig: [128, 36, 278, 1591]
filler-paragraph: The statements made by the various speakers were of considerable interest, and a lengthy discussion followed upon the points raised. It was stated that the position had been carefully considered in all its aspects, and that the matter would be further dealt with at a later date. The proceedings were followed with close attention by those present, and at the conclusion a hearty vote of thanks was accorded to the chairman for presiding.: [131, 328, 247, 387]
grade-label: 48-50's: [988, 477, 1003, 483]
filler-paragraph: The statements made by the various speakers were of considerable interest, and a lengthy discussion followed upon the points raised. It was stated that the position had been carefully considered in all its aspects, and that the matter would be further dealt with at a later date. The proceedings were followed with close attention by those present, and at the conclusion a hearty vote of thanks was accorded to the chairman for presiding.: [620, 484, 737, 543]
filler-paragraph: The statements made by the various speakers were of considerable interest, and a lengthy discussion followed upon the points raised. It was stated that the position had been carefully considered in all its aspects, and that the matter would be further dealt with at a later date. The proceedings were followed with close attention by those present, and at the conclusion a hearty vote of thanks was accorded to the chairman for presiding.: [988, 137, 1105, 190]
filler-paragraph: The statements made by the various speakers were of considerable interest, and a lengthy discussion followed upon the points raised. It was stated that the position had been carefully considered in all its aspects, and that the matter would be further dealt with at a later date. The proceedings were followed with close attention by those present, and at the conclusion a hearty vote of thanks was accorded to the chairman for presiding.: [9, 236, 125, 295]
price-row: [988, 538, 1104, 544]
article-text: President Coolidge has proposed an international civil aviation conference and exhibition here next December in conjunction with the twenty-fifth anniversary of the first flight by Orville Wright.: [498, 119, 614, 146]
price-value: 16: [1085, 316, 1091, 322]
